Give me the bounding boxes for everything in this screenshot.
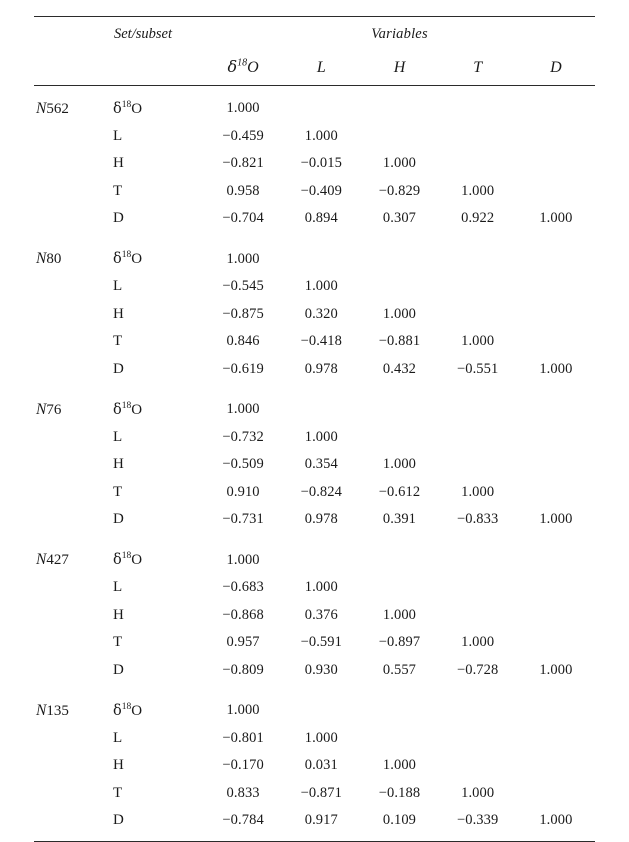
- empty-cell: [360, 246, 438, 274]
- value-cell: 0.958: [226, 182, 260, 199]
- empty-cell: [439, 752, 517, 780]
- set-label-cell: [34, 629, 112, 657]
- empty-cell: [439, 697, 517, 725]
- set-label-cell: [34, 424, 112, 452]
- value-cell: −0.409: [300, 182, 342, 199]
- empty-cell: [360, 123, 438, 151]
- empty-cell: [360, 697, 438, 725]
- value-cell: 1.000: [382, 606, 417, 623]
- variable-label-cell: D: [113, 812, 124, 829]
- value-cell: −0.829: [378, 182, 421, 199]
- empty-cell: [282, 246, 360, 274]
- table-row: [34, 657, 595, 685]
- value-cell: 1.000: [304, 729, 338, 746]
- value-cell: −0.784: [222, 812, 264, 829]
- group-gap-row: [34, 534, 595, 547]
- header-col-t: T: [473, 59, 483, 76]
- value-cell: −0.683: [222, 579, 264, 596]
- set-label-cell: [34, 178, 112, 206]
- empty-cell: [439, 95, 517, 123]
- value-cell: −0.809: [222, 661, 264, 678]
- set-label-cell: [34, 451, 112, 479]
- value-cell: −0.833: [456, 511, 499, 528]
- group-gap-row: [34, 383, 595, 396]
- table-row: [34, 205, 595, 233]
- variable-label-cell: $\delta^{18}O$: [113, 99, 143, 117]
- empty-cell: [282, 697, 360, 725]
- set-label-cell: [34, 328, 112, 356]
- value-cell: −0.728: [456, 661, 499, 678]
- set-label-cell: [34, 602, 112, 630]
- value-cell: 0.391: [382, 511, 417, 528]
- set-label-cell: [34, 356, 112, 384]
- set-label-cell: [34, 752, 112, 780]
- empty-cell: [517, 602, 595, 630]
- value-cell: 0.910: [226, 483, 260, 500]
- header-set-subset-label: Set/subset: [114, 26, 172, 42]
- empty-cell: [517, 424, 595, 452]
- empty-cell: [360, 574, 438, 602]
- table-body: [34, 95, 595, 835]
- set-label-cell: [34, 780, 112, 808]
- empty-cell: [517, 123, 595, 151]
- value-cell: 1.000: [226, 100, 260, 117]
- table-row: [34, 602, 595, 630]
- header-col-h: H: [393, 59, 406, 76]
- value-cell: 1.000: [461, 483, 495, 500]
- variable-label-cell: T: [113, 634, 123, 651]
- table-row: [34, 780, 595, 808]
- variable-label-cell: L: [113, 278, 123, 295]
- header-col-d: D: [550, 59, 562, 76]
- empty-cell: [439, 602, 517, 630]
- empty-cell: [282, 547, 360, 575]
- header-spacer-row: [34, 17, 595, 26]
- value-cell: 0.978: [304, 360, 338, 377]
- empty-cell: [439, 574, 517, 602]
- value-cell: 0.833: [226, 784, 260, 801]
- value-cell: 1.000: [539, 661, 573, 678]
- empty-cell: [517, 451, 595, 479]
- empty-cell: [439, 123, 517, 151]
- table-row: [34, 506, 595, 534]
- empty-cell: [517, 629, 595, 657]
- empty-cell: [517, 246, 595, 274]
- table-row: [34, 725, 595, 753]
- value-cell: −0.170: [222, 757, 264, 774]
- value-cell: −0.821: [222, 155, 264, 172]
- table-row: [34, 123, 595, 151]
- table-row: [34, 396, 595, 424]
- value-cell: 0.846: [226, 333, 260, 350]
- value-cell: 1.000: [382, 757, 417, 774]
- value-cell: −0.871: [300, 784, 342, 801]
- table-row: [34, 424, 595, 452]
- correlation-table: [34, 16, 595, 835]
- header-blank-1: [34, 47, 112, 85]
- value-cell: −0.551: [456, 360, 499, 377]
- value-cell: 1.000: [461, 182, 495, 199]
- variable-label-cell: $\delta^{18}O$: [113, 701, 143, 719]
- group-gap-row: [34, 684, 595, 697]
- value-cell: 1.000: [382, 456, 417, 473]
- table-row: [34, 479, 595, 507]
- value-cell: 0.922: [461, 210, 495, 227]
- value-cell: 1.000: [304, 278, 338, 295]
- value-cell: 0.894: [304, 210, 338, 227]
- empty-cell: [517, 328, 595, 356]
- value-cell: −0.591: [300, 634, 342, 651]
- value-cell: −0.619: [222, 360, 264, 377]
- table-row: [34, 697, 595, 725]
- header-blank-2: [112, 47, 204, 85]
- value-cell: −0.732: [222, 428, 264, 445]
- empty-cell: [517, 547, 595, 575]
- table-row: [34, 574, 595, 602]
- empty-cell: [439, 301, 517, 329]
- set-label-cell: [34, 123, 112, 151]
- variable-label-cell: T: [113, 483, 123, 500]
- value-cell: 1.000: [226, 551, 260, 568]
- empty-cell: [439, 150, 517, 178]
- value-cell: 1.000: [304, 127, 338, 144]
- variable-label-cell: D: [113, 210, 124, 227]
- value-cell: 0.109: [382, 812, 417, 829]
- variable-label-cell: T: [113, 182, 123, 199]
- set-label-cell: [34, 574, 112, 602]
- table-row: [34, 752, 595, 780]
- empty-cell: [360, 725, 438, 753]
- table-row: [34, 95, 595, 123]
- empty-cell: [517, 725, 595, 753]
- empty-cell: [517, 301, 595, 329]
- empty-cell: [360, 396, 438, 424]
- set-label-cell: N135: [36, 701, 69, 719]
- table-row: [34, 150, 595, 178]
- variable-label-cell: H: [113, 606, 124, 623]
- header-variables: Variables: [371, 26, 428, 42]
- empty-cell: [517, 178, 595, 206]
- value-cell: −0.868: [222, 606, 264, 623]
- value-cell: −0.612: [378, 483, 421, 500]
- empty-cell: [439, 396, 517, 424]
- empty-cell: [517, 479, 595, 507]
- value-cell: 0.917: [304, 812, 338, 829]
- header-set-subset: [34, 26, 112, 47]
- table-header: [34, 16, 595, 95]
- empty-cell: [517, 150, 595, 178]
- empty-cell: [439, 725, 517, 753]
- value-cell: 1.000: [226, 250, 260, 267]
- value-cell: −0.801: [222, 729, 264, 746]
- empty-cell: [517, 697, 595, 725]
- value-cell: 0.432: [382, 360, 417, 377]
- empty-cell: [517, 273, 595, 301]
- value-cell: 1.000: [539, 812, 573, 829]
- empty-cell: [439, 246, 517, 274]
- table-row: [34, 301, 595, 329]
- value-cell: 1.000: [539, 360, 573, 377]
- empty-cell: [517, 95, 595, 123]
- set-label-cell: [34, 301, 112, 329]
- empty-cell: [360, 95, 438, 123]
- variable-label-cell: D: [113, 360, 124, 377]
- value-cell: 1.000: [382, 155, 417, 172]
- variable-label-cell: H: [113, 155, 124, 172]
- header-col-l: L: [316, 59, 326, 76]
- value-cell: 0.376: [304, 606, 338, 623]
- set-label-cell: [34, 506, 112, 534]
- value-cell: 1.000: [226, 702, 260, 719]
- value-cell: −0.188: [378, 784, 421, 801]
- value-cell: 1.000: [461, 784, 495, 801]
- value-cell: −0.509: [222, 456, 264, 473]
- variable-label-cell: $\delta^{18}O$: [113, 551, 143, 569]
- variable-label-cell: T: [113, 333, 123, 350]
- table-row: [34, 178, 595, 206]
- empty-cell: [439, 451, 517, 479]
- value-cell: 0.930: [304, 661, 338, 678]
- table-bottom-rule: [34, 841, 595, 842]
- value-cell: 0.354: [304, 456, 338, 473]
- set-label-cell: N427: [36, 551, 69, 569]
- group-gap-row: [34, 233, 595, 246]
- value-cell: 1.000: [539, 210, 573, 227]
- variable-label-cell: L: [113, 127, 123, 144]
- empty-cell: [282, 95, 360, 123]
- variable-label-cell: D: [113, 511, 124, 528]
- value-cell: −0.339: [456, 812, 499, 829]
- table-row: [34, 629, 595, 657]
- header-col-d18o: $\delta^{18}O$: [227, 57, 259, 76]
- table-row: [34, 246, 595, 274]
- value-cell: 1.000: [382, 305, 417, 322]
- table-row: [34, 273, 595, 301]
- variable-label-cell: L: [113, 729, 123, 746]
- set-label-cell: N562: [36, 99, 69, 117]
- variable-label-cell: $\delta^{18}O$: [113, 400, 143, 418]
- table-row: [34, 451, 595, 479]
- value-cell: 0.031: [304, 757, 338, 774]
- set-label-cell: [34, 273, 112, 301]
- value-cell: 1.000: [304, 579, 338, 596]
- value-cell: 0.957: [226, 634, 260, 651]
- value-cell: 1.000: [226, 401, 260, 418]
- variable-label-cell: H: [113, 305, 124, 322]
- header-spacer-row-2: [34, 86, 595, 95]
- table-row: [34, 547, 595, 575]
- empty-cell: [517, 780, 595, 808]
- value-cell: 0.557: [382, 661, 417, 678]
- empty-cell: [517, 574, 595, 602]
- table-row: [34, 328, 595, 356]
- value-cell: 1.000: [539, 511, 573, 528]
- document-page: [0, 16, 629, 837]
- value-cell: −0.881: [378, 333, 421, 350]
- value-cell: −0.545: [222, 278, 264, 295]
- empty-cell: [282, 396, 360, 424]
- variable-label-cell: T: [113, 784, 123, 801]
- value-cell: 0.978: [304, 511, 338, 528]
- set-label-cell: [34, 150, 112, 178]
- variable-label-cell: D: [113, 661, 124, 678]
- empty-cell: [439, 424, 517, 452]
- empty-cell: [439, 547, 517, 575]
- empty-cell: [360, 273, 438, 301]
- value-cell: −0.731: [222, 511, 264, 528]
- table-row: [34, 356, 595, 384]
- value-cell: −0.459: [222, 127, 264, 144]
- set-label-cell: [34, 205, 112, 233]
- empty-cell: [439, 273, 517, 301]
- set-label-cell: [34, 479, 112, 507]
- empty-cell: [517, 752, 595, 780]
- empty-cell: [360, 424, 438, 452]
- empty-cell: [360, 547, 438, 575]
- variable-label-cell: $\delta^{18}O$: [113, 250, 143, 268]
- empty-cell: [517, 396, 595, 424]
- variable-label-cell: H: [113, 757, 124, 774]
- value-cell: −0.897: [378, 634, 421, 651]
- value-cell: 1.000: [304, 428, 338, 445]
- value-cell: −0.015: [300, 155, 342, 172]
- set-label-cell: N76: [36, 400, 62, 418]
- header-columns-row: [34, 47, 595, 85]
- set-label-cell: N80: [36, 250, 62, 268]
- value-cell: 1.000: [461, 634, 495, 651]
- header-group-row: [34, 26, 595, 47]
- value-cell: 0.307: [382, 210, 417, 227]
- value-cell: −0.418: [300, 333, 342, 350]
- value-cell: 0.320: [304, 305, 338, 322]
- value-cell: −0.875: [222, 305, 264, 322]
- value-cell: 1.000: [461, 333, 495, 350]
- value-cell: −0.704: [222, 210, 264, 227]
- variable-label-cell: L: [113, 428, 123, 445]
- set-label-cell: [34, 657, 112, 685]
- variable-label-cell: L: [113, 579, 123, 596]
- set-label-cell: [34, 725, 112, 753]
- value-cell: −0.824: [300, 483, 342, 500]
- variable-label-cell: H: [113, 456, 124, 473]
